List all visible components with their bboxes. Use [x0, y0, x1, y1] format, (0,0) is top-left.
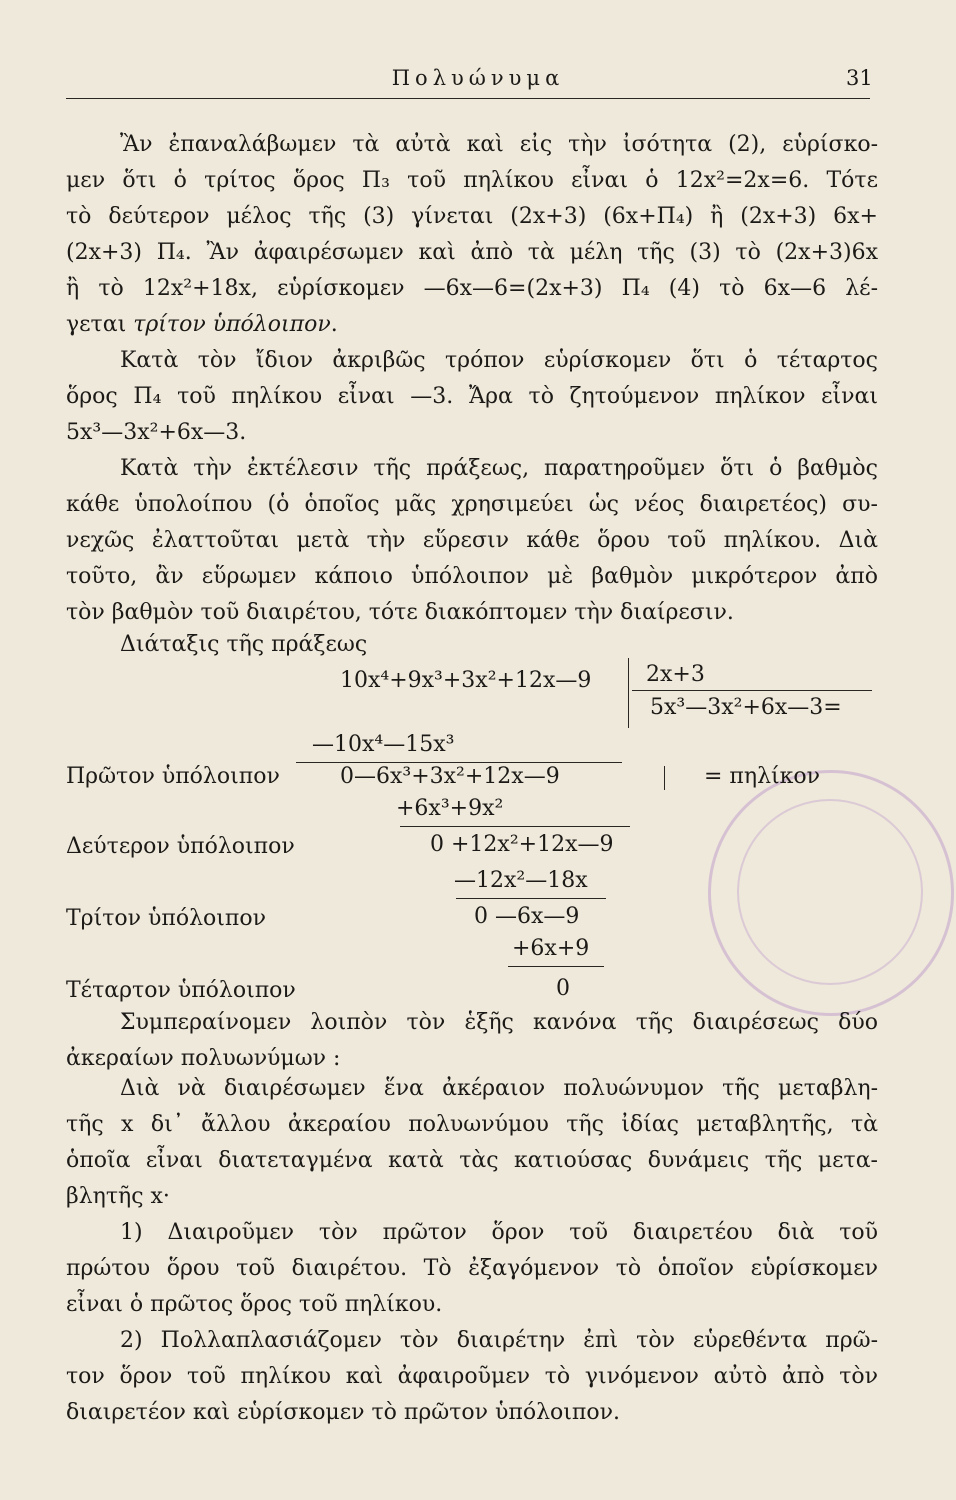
library-stamp — [708, 770, 954, 1016]
text-line: διαιρετέον καὶ εὑρίσκομεν τὸ πρῶτον ὑπόλοιπον. — [66, 1400, 620, 1425]
text-line: Ἂν ἐπαναλάβωμεν τὰ αὐτὰ καὶ εἰς τὴν ἰσότητα (2), εὑρίσκο- — [120, 132, 878, 157]
running-header-title: Πολυώνυμα — [391, 66, 565, 90]
division-heading: Διάταξις τῆς πράξεως — [120, 632, 368, 657]
text-line: Διὰ νὰ διαιρέσωμεν ἕνα ἀκέραιον πολυώνυμον τῆς μεταβλη- — [120, 1076, 878, 1101]
text-run: γεται — [66, 312, 134, 337]
text-line — [66, 310, 878, 340]
quotient-label: = πηλίκον — [704, 764, 821, 789]
text-line: βλητῆς x· — [66, 1184, 170, 1209]
remainder-label: Δεύτερον ὑπόλοιπον — [66, 834, 295, 859]
header-rule — [66, 98, 870, 99]
text-line: 2) Πολλαπλασιάζομεν τὸν διαιρέτην ἐπὶ τὸν εὑρεθέντα πρῶ- — [120, 1328, 878, 1353]
text-line: εἶναι ὁ πρῶτος ὅρος τοῦ πηλίκου. — [66, 1292, 443, 1317]
subtraction-step: —12x²—18x — [454, 868, 588, 893]
subtraction-rule — [508, 966, 604, 967]
remainder: 0 —6x—9 — [474, 904, 580, 929]
subtraction-step: +6x³+9x² — [396, 796, 504, 821]
divisor: 2x+3 — [646, 662, 705, 687]
dividend: 10x⁴+9x³+3x²+12x—9 — [340, 668, 592, 693]
text-line: 1) Διαιροῦμεν τὸν πρῶτον ὅρον τοῦ διαιρετέου διὰ τοῦ — [120, 1220, 878, 1245]
subtraction-step: —10x⁴—15x³ — [312, 732, 455, 757]
text-line: (2x+3) Π₄. Ἂν ἀφαιρέσωμεν καὶ ἀπὸ τὰ μέλη τῆς (3) τὸ (2x+3)6x — [66, 240, 878, 265]
text-line: τοῦτο, ἂν εὕρωμεν κάποιο ὑπόλοιπον μὲ βαθμὸν μικρότερον ἀπὸ — [66, 564, 878, 589]
division-bar-tick — [664, 766, 665, 790]
text-line: τὸν βαθμὸν τοῦ διαιρέτου, τότε διακόπτομεν τὴν διαίρεσιν. — [66, 600, 734, 625]
text-line: Κατὰ τὴν ἐκτέλεσιν τῆς πράξεως, παρατηροῦμεν ὅτι ὁ βαθμὸς — [120, 456, 878, 481]
page-number: 31 — [846, 66, 873, 90]
text-line: ἢ τὸ 12x²+18x, εὑρίσκομεν —6x—6=(2x+3) Π₄ (4) τὸ 6x—6 λέ- — [66, 276, 878, 301]
remainder-label: Πρῶτον ὑπόλοιπον — [66, 764, 280, 789]
text-run: . — [330, 312, 338, 337]
text-line: Κατὰ τὸν ἴδιον ἀκριβῶς τρόπον εὑρίσκομεν ὅτι ὁ τέταρτος — [120, 348, 878, 373]
text-line: ὁποῖα εἶναι διατεταγμένα κατὰ τὰς κατιούσας δυνάμεις τῆς μετα- — [66, 1148, 878, 1173]
remainder: 0—6x³+3x²+12x—9 — [340, 764, 560, 789]
divisor-rule — [632, 690, 872, 691]
text-line: τον ὅρον τοῦ πηλίκου καὶ ἀφαιροῦμεν τὸ γινόμενον αὐτὸ ἀπὸ τὸν — [66, 1364, 878, 1389]
subtraction-rule — [456, 898, 606, 899]
text-line: τῆς x δι᾽ ἄλλου ἀκεραίου πολυωνύμου τῆς ἰδίας μεταβλητῆς, τὰ — [66, 1112, 878, 1137]
quotient: 5x³—3x²+6x—3= — [650, 695, 842, 720]
text-line: νεχῶς ἐλαττοῦται μετὰ τὴν εὕρεσιν κάθε ὅρου τοῦ πηλίκου. Διὰ — [66, 528, 878, 553]
remainder-label: Τρίτον ὑπόλοιπον — [66, 906, 266, 931]
library-stamp-ring — [737, 799, 923, 985]
text-line: κάθε ὑπολοίπου (ὁ ὁποῖος μᾶς χρησιμεύει ὡς νέος διαιρετέος) συ- — [66, 492, 878, 517]
italic-term: τρίτον ὑπόλοιπον — [133, 312, 331, 337]
subtraction-step: +6x+9 — [512, 936, 590, 961]
remainder: 0 — [556, 976, 570, 1001]
remainder-label: Τέταρτον ὑπόλοιπον — [66, 978, 296, 1003]
subtraction-rule — [400, 826, 630, 827]
remainder: 0 +12x²+12x—9 — [430, 832, 614, 857]
text-line: Συμπεραίνομεν λοιπὸν τὸν ἑξῆς κανόνα τῆς διαιρέσεως δύο — [120, 1010, 878, 1035]
text-line: 5x³—3x²+6x—3. — [66, 420, 247, 445]
text-line: ἀκεραίων πολυωνύμων : — [66, 1046, 341, 1071]
text-line: μεν ὅτι ὁ τρίτος ὅρος Π₃ τοῦ πηλίκου εἶναι ὁ 12x²=2x=6. Τότε — [66, 168, 878, 193]
text-line: πρώτου ὅρου τοῦ διαιρέτου. Τὸ ἐξαγόμενον τὸ ὁποῖον εὑρίσκομεν — [66, 1256, 878, 1281]
text-line: τὸ δεύτερον μέλος τῆς (3) γίνεται (2x+3) (6x+Π₄) ἢ (2x+3) 6x+ — [66, 204, 878, 229]
division-bar — [628, 658, 629, 728]
text-line: ὅρος Π₄ τοῦ πηλίκου εἶναι —3. Ἄρα τὸ ζητούμενον πηλίκον εἶναι — [66, 384, 878, 409]
